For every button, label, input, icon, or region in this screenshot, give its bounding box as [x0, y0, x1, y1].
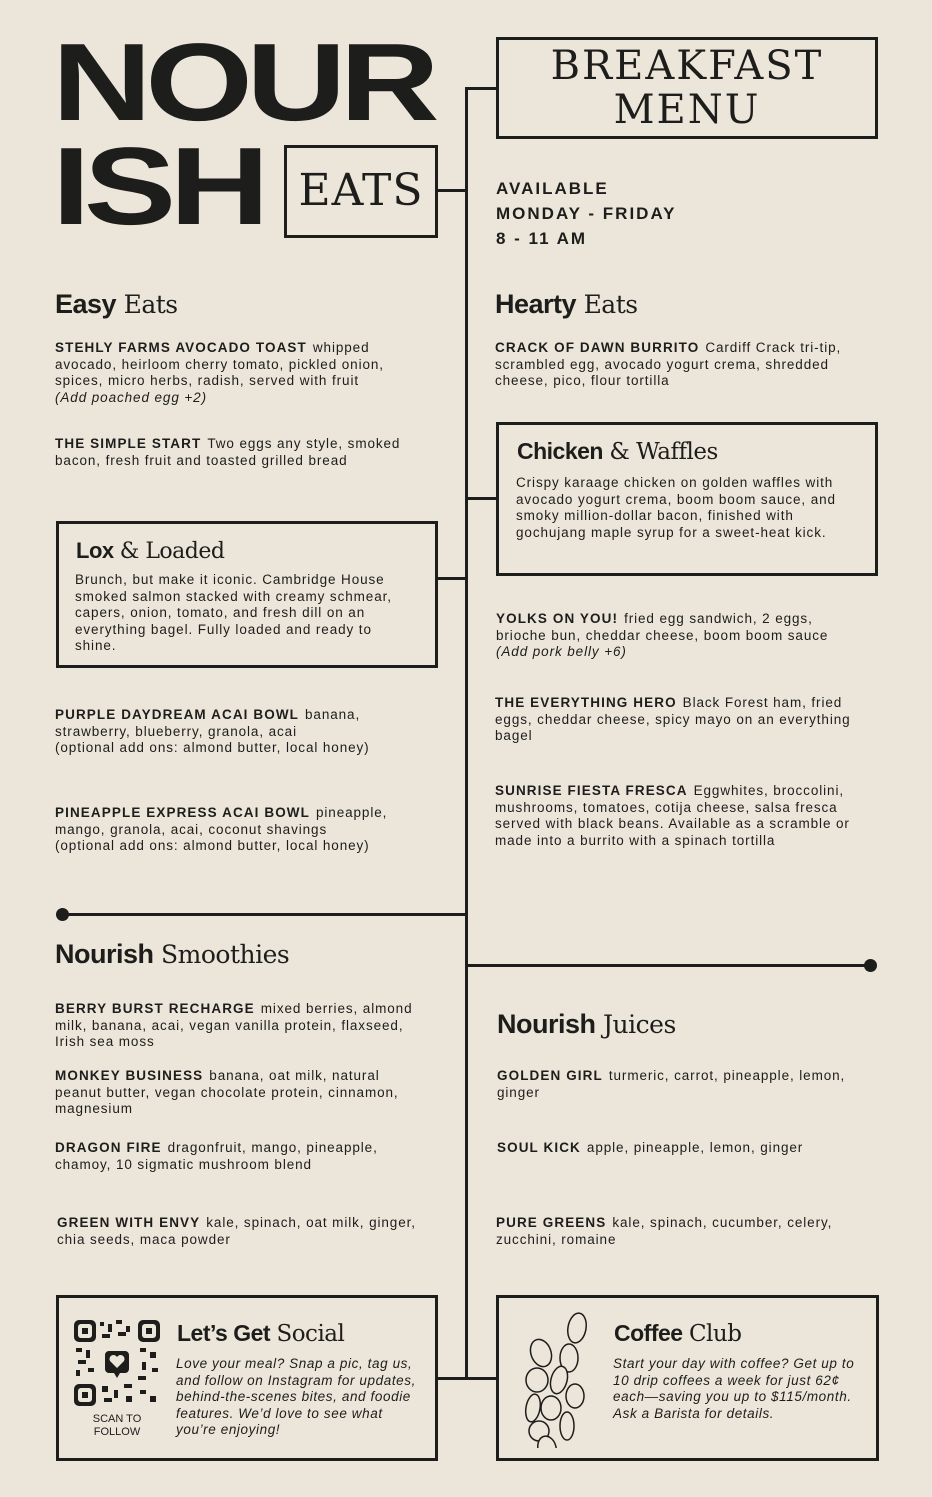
logo-eats-box [284, 145, 438, 238]
availability [496, 176, 677, 251]
section-juices-heading: Nourish Juices [497, 1009, 676, 1039]
lox-heading: Lox & Loaded [76, 538, 225, 564]
availability-label: AVAILABLE [496, 179, 609, 198]
qr-caption-line2: FOLLOW [93, 1426, 141, 1438]
menu-item: GOLDEN GIRL turmeric, carrot, pineapple, lemon, ginger [497, 1068, 846, 1100]
menu-item: SOUL KICK apple, pineapple, lemon, ginger [497, 1140, 804, 1155]
connector [437, 189, 467, 192]
chicken-heading: Chicken & Waffles [517, 438, 718, 465]
menu-item: SUNRISE FIESTA FRESCA Eggwhites, broccolini, mushrooms, tomatoes, cotija cheese, salsa fresca served with black beans. Available as a scramble or made into a burrito with a spinach tortilla [495, 783, 850, 848]
coffee-desc: Start your day with coffee? Get up to 10 drip coffees a week for just 62¢ each—saving you up to $115/month. Ask a Barista for details. [613, 1356, 855, 1421]
logo-ish: ISH [52, 125, 264, 249]
menu-item: MONKEY BUSINESS banana, oat milk, natural peanut butter, vegan chocolate protein, cinnamon, magnesium [55, 1068, 399, 1116]
qr-caption [81, 1413, 153, 1439]
menu-item: PURPLE DAYDREAM ACAI BOWL banana, strawberry, blueberry, granola, acai (optional add ons: almond butter, local honey) [55, 707, 370, 755]
social-box [56, 1295, 438, 1461]
section-easy-eats-heading: Easy Eats [55, 289, 178, 319]
logo-nour: NOUR [52, 21, 434, 145]
section-smoothies-heading: Nourish Smoothies [55, 939, 290, 969]
qr-code[interactable] [74, 1320, 160, 1406]
qr-caption-line1: SCAN TO [92, 1413, 142, 1425]
availability-days: MONDAY - FRIDAY [496, 204, 677, 223]
menu-title-box [496, 37, 878, 139]
menu-item: BERRY BURST RECHARGE mixed berries, almond milk, banana, acai, vegan vanilla protein, flaxseed, Irish sea moss [55, 1001, 413, 1049]
menu-item: GREEN WITH ENVY kale, spinach, oat milk, ginger, chia seeds, maca powder [57, 1215, 416, 1247]
menu-item: STEHLY FARMS AVOCADO TOAST whipped avocado, heirloom cherry tomato, pickled onion, spices, micro herbs, radish, served with fruit (Add poached egg +2) [55, 340, 384, 405]
spine-line [465, 87, 468, 1380]
coffee-club-box [496, 1295, 879, 1461]
connector [465, 87, 496, 90]
social-heading: Let’s Get Social [177, 1320, 345, 1347]
coffee-heading: Coffee Club [614, 1320, 742, 1347]
divider-dot [56, 908, 69, 921]
feature-chicken-box [496, 422, 878, 576]
menu-item: THE EVERYTHING HERO Black Forest ham, fried eggs, cheddar cheese, spicy mayo on an everything bagel [495, 695, 851, 743]
section-hearty-eats-heading: Hearty Eats [495, 289, 638, 319]
menu-item: DRAGON FIRE dragonfruit, mango, pineapple, chamoy, 10 sigmatic mushroom blend [55, 1140, 378, 1172]
availability-hours: 8 - 11 AM [496, 229, 588, 248]
coffee-beans-illustration [519, 1308, 599, 1448]
connector [437, 1377, 497, 1380]
lox-desc: Brunch, but make it iconic. Cambridge House smoked salmon stacked with creamy schmear, capers, onion, tomato, and fresh dill on an everything bagel. Fully loaded and ready to shine. [75, 572, 392, 653]
feature-lox-box [56, 521, 438, 668]
menu-title-line2: MENU [613, 87, 761, 133]
divider-right [465, 964, 870, 967]
menu-item: CRACK OF DAWN BURRITO Cardiff Crack tri-tip, scrambled egg, avocado yogurt crema, shredded cheese, pico, flour tortilla [495, 340, 842, 388]
logo-eats: EATS [298, 165, 424, 216]
chicken-desc: Crispy karaage chicken on golden waffles with avocado yogurt crema, boom boom sauce, and smoky million-dollar bacon, finished with gochujang maple syrup for a sweet-heat kick. [516, 475, 836, 540]
divider-left [62, 913, 467, 916]
social-desc: Love your meal? Snap a pic, tag us, and follow on Instagram for updates, behind-the-scenes bites, and foodie features. We’d love to see what you’re enjoying! [176, 1356, 416, 1437]
connector [437, 577, 467, 580]
divider-dot [864, 959, 877, 972]
menu-item: PINEAPPLE EXPRESS ACAI BOWL pineapple, mango, granola, acai, coconut shavings (optional add ons: almond butter, local honey) [55, 805, 388, 853]
menu-title-line1: BREAKFAST [550, 43, 824, 89]
menu-item: THE SIMPLE START Two eggs any style, smoked bacon, fresh fruit and toasted grilled bread [55, 436, 401, 468]
menu-item: YOLKS ON YOU! fried egg sandwich, 2 eggs, brioche bun, cheddar cheese, boom boom sauce (Add pork belly +6) [496, 611, 829, 659]
menu-item: PURE GREENS kale, spinach, cucumber, celery, zucchini, romaine [496, 1215, 833, 1247]
connector [465, 497, 496, 500]
